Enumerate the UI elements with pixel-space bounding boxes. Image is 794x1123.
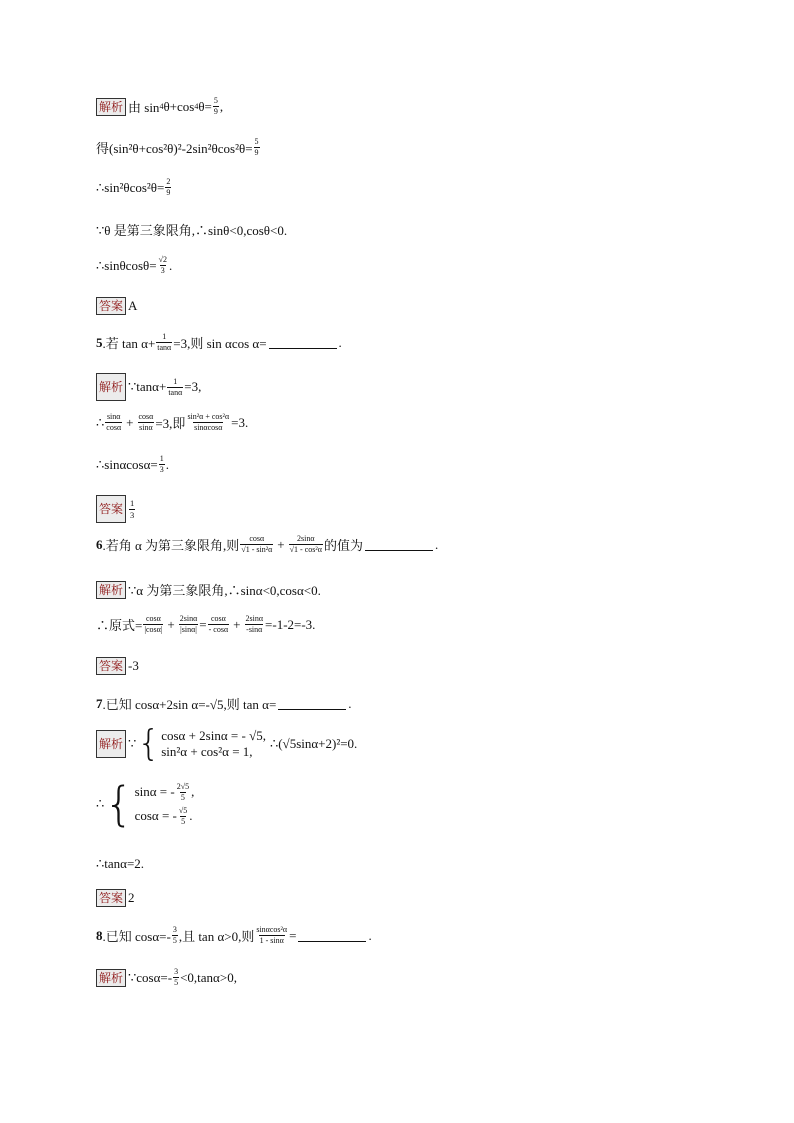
q5-analysis-line-2 xyxy=(96,413,248,432)
left-brace: { xyxy=(137,723,161,764)
answer-value: A xyxy=(128,298,138,313)
denominator: 3 xyxy=(130,509,135,520)
plus: + xyxy=(126,414,134,430)
therefore: ∴ xyxy=(96,796,105,811)
text: ∴tanα=2. xyxy=(96,856,145,871)
denominator: √1 - sin²α xyxy=(241,545,273,554)
q7-stem xyxy=(96,694,352,713)
text: ∵α 为第三象限角,∴sinα<0,cosα<0. xyxy=(128,583,321,598)
text: . xyxy=(168,257,173,273)
answer-tag: 答案 xyxy=(96,889,126,907)
text: ∴sinαcosα= xyxy=(96,456,158,472)
text: 得(sin²θ+cos²θ)²-2sin²θcos²θ= xyxy=(96,141,253,156)
numerator: 1 xyxy=(162,332,167,341)
fraction xyxy=(165,178,171,197)
analysis-tag: 解析 xyxy=(96,373,126,401)
analysis-tag: 解析 xyxy=(96,969,126,987)
answer-value: 2 xyxy=(128,890,135,905)
question-number: 5 xyxy=(96,334,103,350)
text: ,且 tan α>0,则 xyxy=(178,929,255,944)
fraction xyxy=(176,783,190,802)
text: ∵θ 是第三象限角,∴sinθ<0,cosθ<0. xyxy=(96,223,288,238)
numerator: 1 xyxy=(173,376,178,386)
denominator: cosα xyxy=(106,423,122,432)
equation: cosα + 2sinα = - √5, xyxy=(161,728,266,743)
equation xyxy=(135,780,195,804)
q4-analysis-line-2 xyxy=(96,138,261,157)
text: 的值为 xyxy=(323,538,363,553)
q4-answer-line xyxy=(96,297,137,315)
denominator: 5 xyxy=(181,816,186,826)
fraction xyxy=(172,926,178,945)
text: . xyxy=(348,695,352,711)
fraction xyxy=(105,413,122,432)
text: =-1-2=-3. xyxy=(265,616,316,632)
numerator: 1 xyxy=(159,454,164,463)
text: cosα = - xyxy=(134,808,177,823)
q6-analysis-line-2 xyxy=(96,615,315,634)
denominator: sinαcosα xyxy=(194,423,223,432)
numerator: √2 xyxy=(158,255,167,264)
answer-value: -3 xyxy=(128,658,139,673)
text: . xyxy=(434,536,439,552)
equation: sin²α + cos²α = 1, xyxy=(161,744,253,759)
fraction xyxy=(254,138,260,157)
denominator: 5 xyxy=(180,792,185,802)
denominator: 9 xyxy=(166,188,171,197)
q5-stem xyxy=(96,333,342,352)
text: . xyxy=(368,927,372,943)
text: . xyxy=(189,808,193,823)
text: ∴ xyxy=(96,414,105,430)
equation-system xyxy=(161,728,266,760)
text: , xyxy=(219,98,224,114)
exponent: 4 xyxy=(159,102,164,111)
denominator: √1 - cos²α xyxy=(289,545,322,554)
solution-system xyxy=(135,780,195,828)
numerator: 1 xyxy=(130,498,135,508)
numerator: 2sinα xyxy=(179,614,198,623)
q6-analysis-line-1 xyxy=(96,580,321,599)
denominator: 5 xyxy=(174,978,179,987)
text: .若 tan α+ xyxy=(102,336,156,351)
denominator: 9 xyxy=(213,107,218,116)
answer-blank[interactable] xyxy=(269,336,337,349)
fraction xyxy=(143,615,163,634)
text: ∵tanα+ xyxy=(128,379,167,394)
q7-analysis-line-2 xyxy=(96,777,195,831)
numerator: 3 xyxy=(172,925,177,934)
equation xyxy=(135,804,195,828)
analysis-tag: 解析 xyxy=(96,98,126,116)
left-brace: { xyxy=(104,777,134,831)
text: 由 sin xyxy=(128,100,160,115)
analysis-tag: 解析 xyxy=(96,730,126,758)
text: .已知 cosα+2sin α=-√5,则 tan α= xyxy=(102,697,277,712)
numerator: sinαcos²α xyxy=(256,925,288,934)
plus: + xyxy=(167,616,175,632)
fraction xyxy=(156,333,172,352)
denominator: 3 xyxy=(159,465,164,474)
equals: = xyxy=(199,616,207,632)
numerator: √5 xyxy=(178,805,188,815)
question-number: 8 xyxy=(96,927,103,943)
text: =3,则 sin αcos α= xyxy=(173,336,267,351)
question-number: 6 xyxy=(96,536,103,552)
q7-answer-line xyxy=(96,889,135,907)
answer-blank[interactable] xyxy=(298,929,366,942)
numerator: 5 xyxy=(254,137,259,146)
fraction xyxy=(186,413,230,432)
fraction xyxy=(159,455,165,474)
text: , xyxy=(191,784,195,799)
text: . xyxy=(165,456,169,472)
q6-answer-line xyxy=(96,657,139,675)
fraction xyxy=(179,615,199,634)
answer-blank[interactable] xyxy=(365,538,433,551)
fraction xyxy=(137,413,154,432)
numerator: cosα xyxy=(210,614,226,623)
q4-analysis-line-1 xyxy=(96,97,223,116)
text: =3, xyxy=(184,379,202,394)
text: ∴(√5sinα+2)²=0. xyxy=(269,736,358,751)
fraction xyxy=(158,256,168,275)
answer-fraction xyxy=(129,499,135,519)
q7-analysis-line-1 xyxy=(96,723,358,764)
analysis-tag: 解析 xyxy=(96,581,126,599)
text: .已知 cosα=- xyxy=(102,929,171,944)
denominator: 5 xyxy=(172,936,177,945)
numerator: cosα xyxy=(145,614,161,623)
text: =3,即 xyxy=(155,416,186,431)
answer-tag: 答案 xyxy=(96,297,126,315)
text: sinα = - xyxy=(134,784,175,799)
fraction xyxy=(213,97,219,116)
denominator: 1 - sinα xyxy=(259,936,284,945)
denominator: tanα xyxy=(168,387,183,397)
denominator: |sinα| xyxy=(180,625,197,634)
text: ∴sin²θcos²θ= xyxy=(96,179,165,195)
fraction xyxy=(289,535,323,554)
numerator: 2 xyxy=(166,177,171,186)
q8-analysis-line-1 xyxy=(96,968,237,987)
text: . xyxy=(338,334,342,350)
text: ∴sinθcosθ= xyxy=(96,257,157,273)
q6-stem xyxy=(96,535,438,554)
numerator: 2√5 xyxy=(176,781,190,791)
denominator: -sinα xyxy=(246,625,263,634)
numerator: 2sinα xyxy=(245,614,264,623)
numerator: sinα xyxy=(106,412,121,421)
fraction xyxy=(240,535,273,554)
fraction xyxy=(173,968,179,987)
answer-tag: 答案 xyxy=(96,657,126,675)
fraction xyxy=(245,615,265,634)
text: θ+cos xyxy=(163,98,195,114)
q8-stem xyxy=(96,926,372,945)
denominator: |cosα| xyxy=(144,625,163,634)
numerator: cosα xyxy=(249,534,265,543)
text: = xyxy=(289,927,297,943)
plus: + xyxy=(233,616,241,632)
denominator: tanα xyxy=(157,343,172,352)
numerator: 3 xyxy=(174,967,179,976)
denominator: 3 xyxy=(160,266,165,275)
q5-analysis-line-3 xyxy=(96,455,169,474)
numerator: 5 xyxy=(213,96,218,105)
text: <0,tanα>0, xyxy=(180,969,237,985)
text: ∴原式= xyxy=(96,618,143,633)
exponent: 4 xyxy=(194,102,199,111)
q4-analysis-line-5 xyxy=(96,256,172,275)
text: .若角 α 为第三象限角,则 xyxy=(102,538,240,553)
denominator: - cosα xyxy=(208,625,229,634)
answer-blank[interactable] xyxy=(278,697,346,710)
fraction xyxy=(255,926,288,945)
fraction xyxy=(178,807,188,826)
q5-analysis-line-1 xyxy=(96,373,201,401)
q4-analysis-line-4 xyxy=(96,220,287,239)
q5-answer-line xyxy=(96,495,136,523)
therefore-symbol: ∵ xyxy=(128,736,137,751)
text: =3. xyxy=(231,414,249,430)
denominator: sinα xyxy=(139,423,153,432)
question-number: 7 xyxy=(96,695,103,711)
q7-analysis-line-3 xyxy=(96,856,144,872)
text: ∵cosα=- xyxy=(128,969,173,985)
text: θ= xyxy=(198,98,212,114)
answer-tag: 答案 xyxy=(96,495,126,523)
plus: + xyxy=(277,536,285,552)
numerator: cosα xyxy=(138,412,154,421)
fraction xyxy=(208,615,230,634)
fraction xyxy=(167,378,183,397)
numerator: sin²α + cos²α xyxy=(187,412,230,421)
denominator: 9 xyxy=(254,148,259,157)
numerator: 2sinα xyxy=(297,534,315,543)
q4-analysis-line-3 xyxy=(96,178,172,197)
